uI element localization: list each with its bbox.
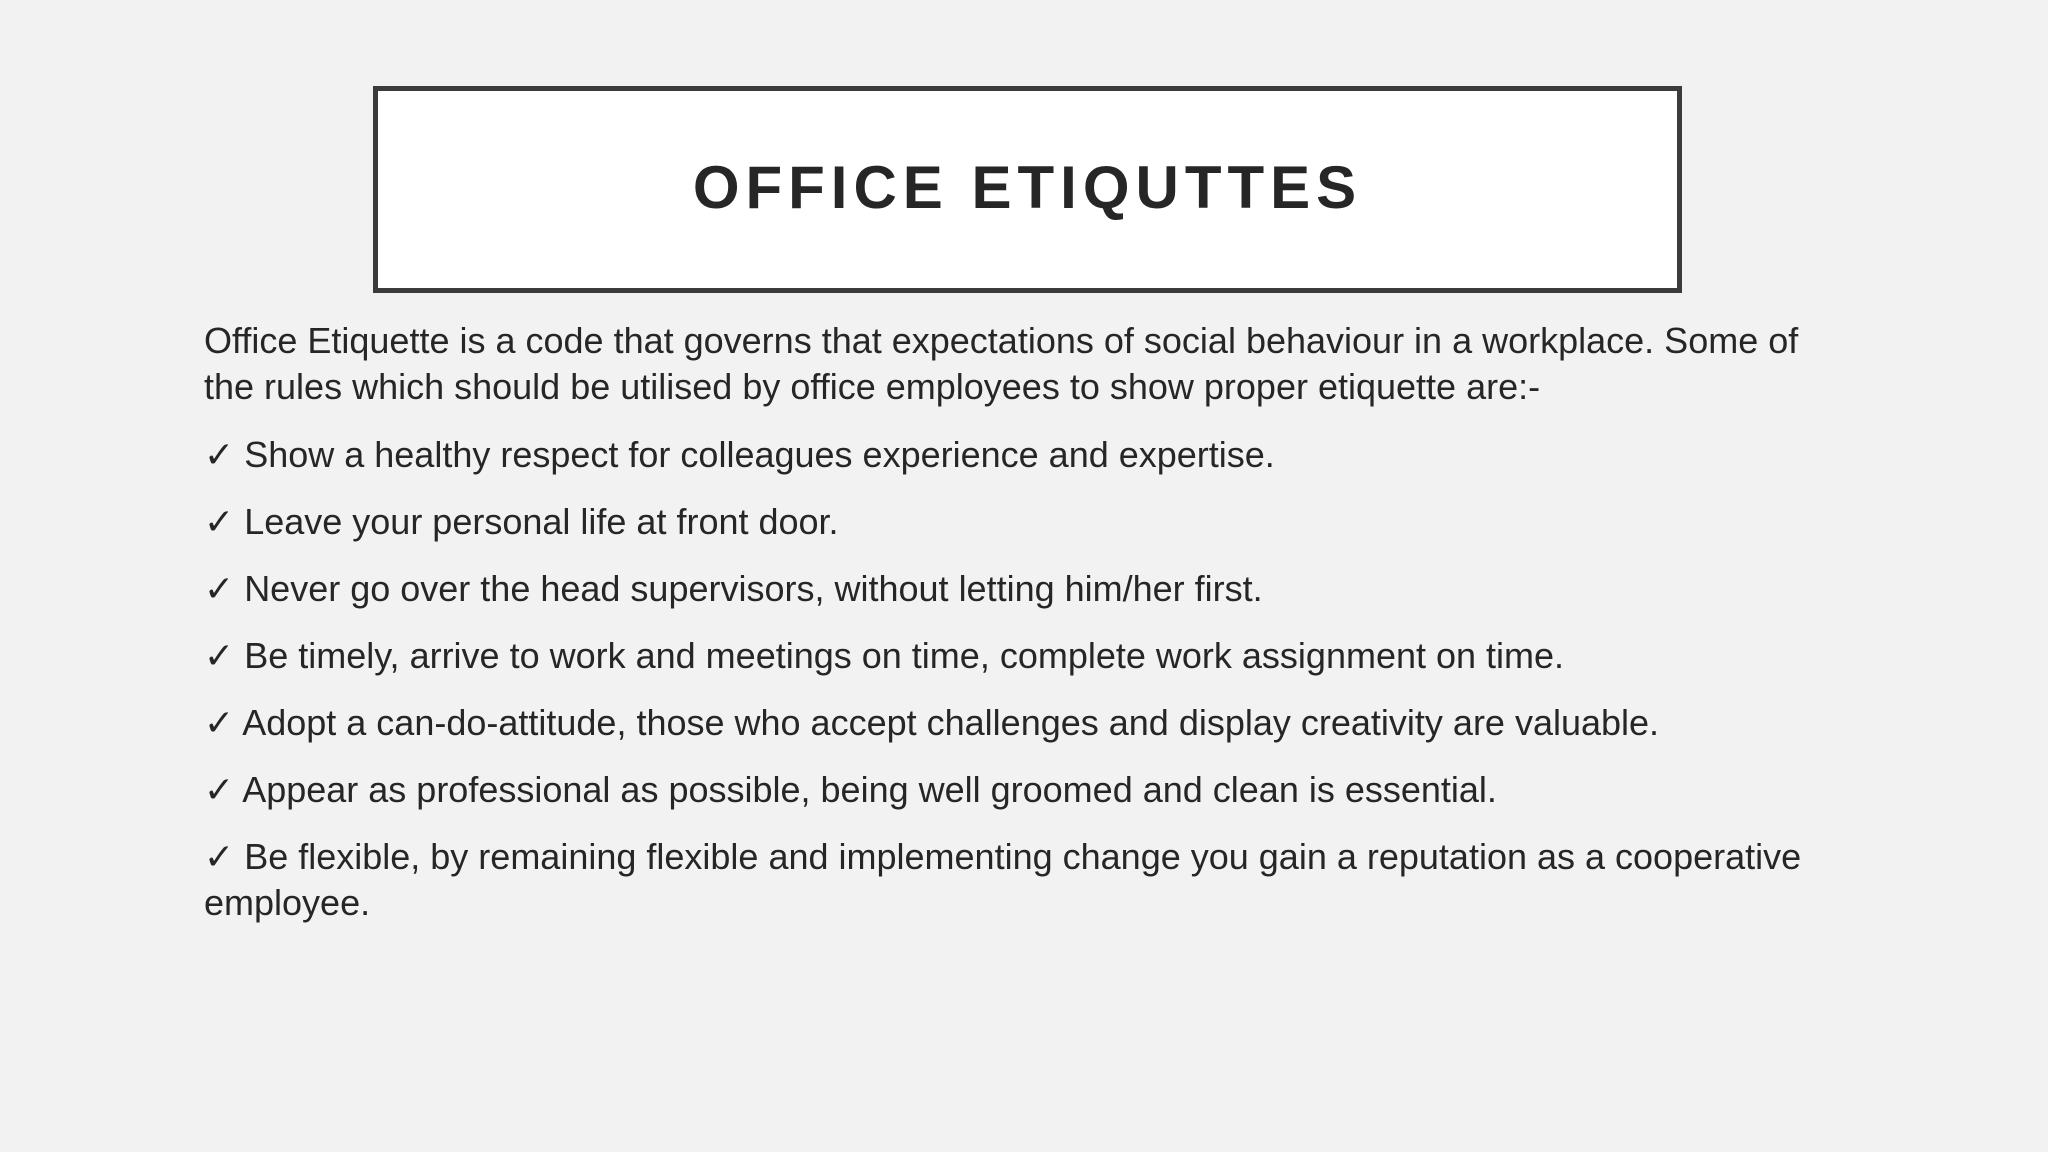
check-icon: ✓: [204, 501, 235, 542]
bullet-text: Be flexible, by remaining flexible and implementing change you gain a reputation as a cooperative employee.: [204, 836, 1802, 923]
bullet-item: [204, 499, 1844, 545]
bullet-item: [204, 767, 1844, 813]
bullet-item: [204, 432, 1844, 478]
check-icon: ✓: [204, 769, 235, 810]
slide-content: [204, 318, 1844, 947]
check-icon: ✓: [204, 434, 235, 475]
intro-paragraph: Office Etiquette is a code that governs that expectations of social behaviour in a workplace. Some of the rules which should be utilised by office employees to show proper etiquette are:-: [204, 320, 1799, 407]
bullet-text: Leave your personal life at front door.: [244, 501, 839, 542]
bullet-item: [204, 834, 1844, 926]
check-icon: ✓: [204, 568, 235, 609]
bullet-item: [204, 633, 1844, 679]
bullet-text: Never go over the head supervisors, without letting him/her first.: [244, 568, 1263, 609]
check-icon: ✓: [204, 836, 235, 877]
bullet-item: [204, 566, 1844, 612]
bullet-text: Show a healthy respect for colleagues experience and expertise.: [244, 434, 1275, 475]
check-icon: ✓: [204, 702, 235, 743]
bullet-item: [204, 700, 1844, 746]
bullet-text: Be timely, arrive to work and meetings on time, complete work assignment on time.: [244, 635, 1565, 676]
bullet-text: Appear as professional as possible, being well groomed and clean is essential.: [242, 769, 1497, 810]
bullet-text: Adopt a can-do-attitude, those who accept challenges and display creativity are valuable.: [242, 702, 1660, 743]
check-icon: ✓: [204, 635, 235, 676]
slide-title: OFFICE ETIQUTTES: [692, 154, 1363, 221]
title-box: [373, 86, 1682, 293]
